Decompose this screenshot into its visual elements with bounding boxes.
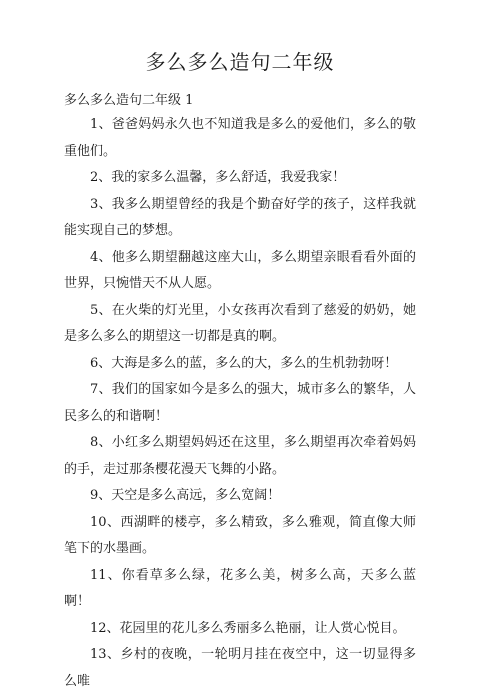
sentence-item: 4、他多么期望翻越这座大山，多么期望亲眼看看外面的世界，只惋惜天不从人愿。: [64, 249, 416, 291]
sentence-list: [64, 112, 416, 695]
sentence-item: 11、你看草多么绿，花多么美，树多么高，天多么蓝啊！: [64, 567, 416, 609]
sentence-item: 10、西湖畔的楼亭，多么精致，多么雅观，简直像大师笔下的水墨画。: [64, 514, 416, 556]
sentence-item: 3、我多么期望曾经的我是个勤奋好学的孩子，这样我就能实现自己的梦想。: [64, 196, 416, 238]
sentence-item: 7、我们的国家如今是多么的强大，城市多么的繁华，人民多么的和谐啊！: [64, 382, 416, 424]
sentence-item: 2、我的家多么温馨，多么舒适，我爱我家！: [90, 170, 346, 185]
section-heading: 多么多么造句二年级 1: [64, 93, 194, 108]
sentence-item: 6、大海是多么的蓝，多么的大，多么的生机勃勃呀！: [90, 355, 398, 371]
sentence-item: 1、爸爸妈妈永久也不知道我是多么的爱他们，多么的敬重他们。: [64, 117, 416, 159]
sentence-item: 12、花园里的花儿多么秀丽多么艳丽，让人赏心悦目。: [90, 620, 406, 636]
sentence-item: 5、在火柴的灯光里，小女孩再次看到了慈爱的奶奶，她是多么多么的期望这一切都是真的啊。: [64, 302, 416, 344]
sentence-item: 8、小红多么期望妈妈还在这里，多么期望再次牵着妈妈的手，走过那条樱花漫天飞舞的小路。: [64, 435, 416, 477]
page-title: 多么多么造句二年级: [145, 50, 335, 74]
sentence-item: 9、天空是多么高远，多么宽阔！: [90, 488, 281, 503]
sentence-item: 13、乡村的夜晚，一轮明月挂在夜空中，这一切显得多么唯: [64, 647, 416, 689]
